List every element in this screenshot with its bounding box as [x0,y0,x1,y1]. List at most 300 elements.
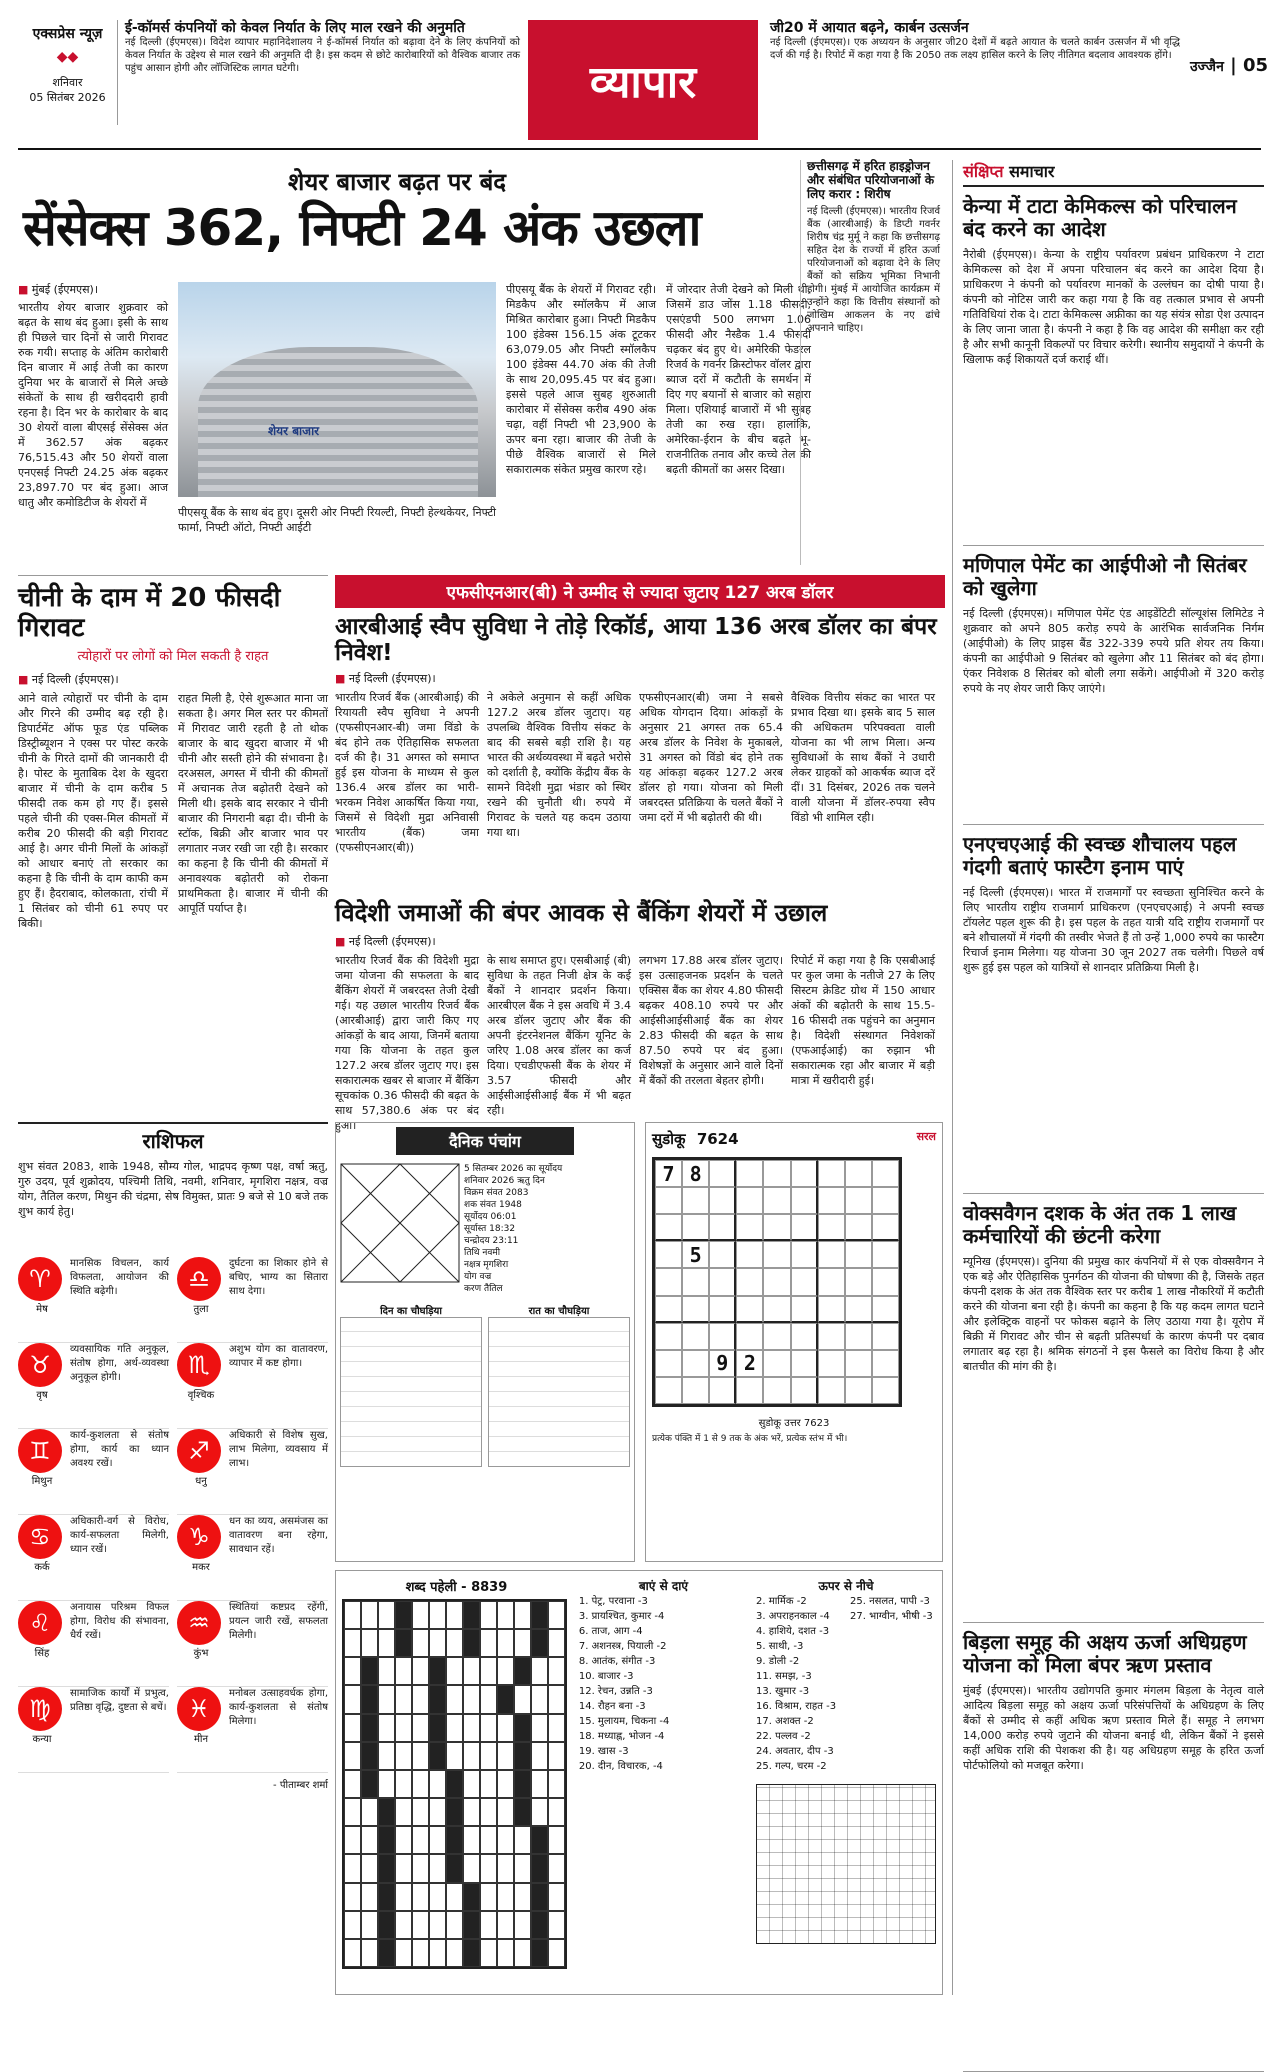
crossword-cell[interactable] [429,1657,446,1685]
sudoku-cell[interactable] [791,1377,818,1404]
crossword-cell[interactable] [531,1883,548,1911]
crossword-cell[interactable] [531,1685,548,1713]
crossword-cell[interactable] [531,1854,548,1882]
panchang-line: शनिवार 2026 ऋतु दिन [464,1176,545,1186]
sudoku-cell[interactable] [682,1268,709,1295]
panchang [335,1122,635,1562]
sudoku-cell[interactable] [655,1350,682,1377]
crossword-cell[interactable] [514,1770,531,1798]
sudoku-cell[interactable] [818,1296,845,1323]
crossword-cell[interactable] [412,1939,429,1967]
rashi-item [177,1343,328,1429]
crossword-cell[interactable] [344,1742,361,1770]
banking-head: विदेशी जमाओं की बंपर आवक से बैंकिंग शेयरों में उछाल [335,899,828,927]
section-title: व्यापार [589,57,697,108]
lead-headline: सेंसेक्स 362, निफ्टी 24 अंक उछला [23,199,701,257]
crossword-cell[interactable] [548,1826,565,1854]
forex-col2: ने अकेले अनुमान से कहीं अधिक 127.2 अरब डॉलर जुटाए। यह उपलब्धि वैश्विक वित्तीय संकट के बाद की सबसे बड़ी राशि है। यह भारत की अर्थव्यवस्था में बढ़ते भरोसे को दर्शाती है, क्योंकि केंद्रीय बैंक के सामने विदेशी मुद्रा भंडार को स्थिर रखने की चुनौती थी। रुपये में गिरावट के चलते यह कदम उठाया गया था। [487,690,631,839]
sudoku-cell[interactable] [872,1268,899,1295]
crossword-cell[interactable] [463,1657,480,1685]
crossword-cell[interactable] [395,1883,412,1911]
sudoku-cell[interactable]: 9 [709,1350,736,1377]
sudoku-cell[interactable] [818,1350,845,1377]
crossword-clue: 24. अवतार, दीप -3 [756,1746,834,1757]
sudoku-cell[interactable] [872,1187,899,1214]
sudoku-cell[interactable] [818,1241,845,1268]
sudoku-cell[interactable]: 5 [682,1241,709,1268]
crossword-cell[interactable] [514,1798,531,1826]
crossword-cell[interactable] [361,1798,378,1826]
crossword-cell[interactable] [412,1742,429,1770]
crossword-cell[interactable] [497,1798,514,1826]
crossword-cell[interactable] [429,1826,446,1854]
crossword-cell[interactable] [446,1601,463,1629]
panchang-line: विक्रम संवत 2083 [464,1188,529,1198]
crossword-cell[interactable] [378,1770,395,1798]
sudoku-cell[interactable] [763,1187,790,1214]
sudoku-cell[interactable] [791,1323,818,1350]
sudoku-cell[interactable] [845,1323,872,1350]
crossword-cell[interactable] [463,1798,480,1826]
sudoku-cell[interactable]: 7 [655,1160,682,1187]
sudoku-cell[interactable] [763,1323,790,1350]
crossword-cell[interactable] [395,1629,412,1657]
crossword-cell[interactable] [480,1770,497,1798]
sudoku-cell[interactable] [709,1377,736,1404]
crossword-cell[interactable] [497,1714,514,1742]
crossword-cell[interactable] [497,1883,514,1911]
sudoku-cell[interactable] [818,1323,845,1350]
sudoku-cell[interactable]: 2 [736,1350,763,1377]
crossword-cell[interactable] [378,1742,395,1770]
crossword-cell[interactable] [531,1939,548,1967]
crossword-cell[interactable] [361,1770,378,1798]
rashifal [18,1122,328,1992]
crossword-cell[interactable] [514,1939,531,1967]
crossword-cell[interactable] [344,1657,361,1685]
sudoku-cell[interactable] [818,1214,845,1241]
crossword-cell[interactable] [429,1685,446,1713]
rashi-name: धनु [195,1476,207,1487]
rashi-item [18,1687,169,1773]
crossword-cell[interactable] [429,1798,446,1826]
sudoku-cell[interactable] [845,1187,872,1214]
crossword-cell[interactable] [361,1714,378,1742]
rashi-grid [18,1257,328,1773]
masthead-left-head: ई-कॉमर्स कंपनियों को केवल निर्यात के लिए माल रखने की अनुमति [125,20,465,36]
sudoku-cell[interactable] [845,1377,872,1404]
masthead-right-body: नई दिल्ली (ईएमएस)। एक अध्ययन के अनुसार जी20 देशों में बढ़ते आयात के चलते कार्बन उत्सर्जन में भी वृद्धि दर्ज की गई है। रिपोर्ट में कहा गया है कि 2050 तक लक्ष्य हासिल करने के लिए नीतिगत बदलाव आवश्यक होंगे। [770,37,1180,62]
city-name: उज्जैन [1190,59,1224,75]
crossword-cell[interactable] [412,1770,429,1798]
crossword-cell[interactable] [344,1911,361,1939]
sudoku-cell[interactable] [845,1160,872,1187]
crossword-cell[interactable] [497,1685,514,1713]
crossword-cell[interactable] [344,1854,361,1882]
sudoku-cell[interactable] [682,1296,709,1323]
sudoku-cell[interactable] [872,1350,899,1377]
crossword-cell[interactable] [412,1657,429,1685]
crossword-cell[interactable] [395,1798,412,1826]
sudoku-cell[interactable] [845,1350,872,1377]
crossword-cell[interactable] [361,1854,378,1882]
crossword-cell[interactable] [378,1685,395,1713]
sudoku-cell[interactable] [736,1323,763,1350]
crossword-cell[interactable] [412,1629,429,1657]
crossword-cell[interactable] [463,1911,480,1939]
sudoku-cell[interactable] [709,1187,736,1214]
crossword-clue: 27. भाग्वीन, भीषी -3 [850,1611,933,1622]
sudoku-cell[interactable]: 8 [682,1160,709,1187]
crossword-cell[interactable] [361,1883,378,1911]
crossword-cell[interactable] [514,1714,531,1742]
crossword-cell[interactable] [497,1629,514,1657]
sudoku-cell[interactable] [682,1323,709,1350]
sudoku-cell[interactable] [655,1214,682,1241]
crossword-cell[interactable] [514,1742,531,1770]
crossword-cell[interactable] [429,1742,446,1770]
crossword-cell[interactable] [480,1911,497,1939]
crossword-cell[interactable] [446,1826,463,1854]
crossword-cell[interactable] [480,1798,497,1826]
crossword-cell[interactable] [446,1657,463,1685]
crossword-cell[interactable] [548,1911,565,1939]
crossword-cell[interactable] [361,1826,378,1854]
sudoku-cell[interactable] [763,1296,790,1323]
lead-kicker: शेयर बाजार बढ़त पर बंद [288,168,507,196]
sidebar-story-body: नई दिल्ली (ईएमएस)। भारत में राजमार्गों पर स्वच्छता सुनिश्चित करने के लिए भारतीय राष्ट्रीय राजमार्ग प्राधिकरण (एनएचएआई) ने अपनी स्वच्छ टॉयलेट पहल शुरू की है। इस पहल के तहत यात्री यदि राष्ट्रीय राजमार्गों पर बने शौचालयों में गंदगी की तस्वीर भेजते हैं तो उन्हें 1,000 रुपये का फास्टैग रिचार्ज इनाम मिलेगा। यह योजना 30 जून 2027 तक चलेगी। पिछले वर्ष शुरू हुई इस पहल को यात्रियों से शानदार प्रतिक्रिया मिली है। [963,886,1264,974]
crossword-cell[interactable] [429,1883,446,1911]
crossword-cell[interactable] [480,1939,497,1967]
crossword-cell[interactable] [378,1601,395,1629]
sudoku-cell[interactable] [845,1241,872,1268]
crossword-cell[interactable] [497,1601,514,1629]
crossword-cell[interactable] [344,1601,361,1629]
sudoku-cell[interactable] [791,1350,818,1377]
crossword-cell[interactable] [480,1826,497,1854]
sidebar-story [963,825,1264,1194]
rashi-text: अनायास परिश्रम विफल होगा, विरोध की संभावना, धैर्य रखें। [70,1602,169,1641]
sudoku-cell[interactable] [655,1377,682,1404]
crossword-cell[interactable] [344,1939,361,1967]
crossword-cell[interactable] [531,1714,548,1742]
sudoku-cell[interactable] [791,1241,818,1268]
crossword-cell[interactable] [378,1714,395,1742]
rashi-name: मीन [193,1734,209,1745]
sudoku-cell[interactable] [791,1214,818,1241]
sudoku-cell[interactable] [655,1296,682,1323]
crossword-cell[interactable] [446,1742,463,1770]
crossword-cell[interactable] [412,1601,429,1629]
crossword-cell[interactable] [395,1854,412,1882]
sudoku-cell[interactable] [655,1241,682,1268]
banking-col4: रिपोर्ट में कहा गया है कि एसबीआई पर कुल जमा के नतीजे 27 के लिए सिस्टम क्रेडिट ग्रोथ में 150 आधार अंकों की बढ़ोतरी के साथ 15.5-16 फीसदी तक पहुंचने का अनुमान है। विदेशी संस्थागत निवेशकों (एफआईआई) का रुझान भी सकारात्मक रहा और बाजार में बड़ी मात्रा में खरीदारी हुई। [791,953,935,1087]
crossword-cell[interactable] [497,1911,514,1939]
crossword-cell[interactable] [548,1742,565,1770]
crossword-cell[interactable] [531,1770,548,1798]
crossword-cell[interactable] [395,1714,412,1742]
crossword-grid[interactable] [342,1599,567,1969]
crossword-cell[interactable] [463,1714,480,1742]
crossword-cell[interactable] [480,1657,497,1685]
crossword-cell[interactable] [378,1657,395,1685]
crossword-cell[interactable] [378,1911,395,1939]
sudoku-cell[interactable] [791,1268,818,1295]
crossword-clue: 3. अपराहनकाल -4 [756,1611,830,1622]
crossword-cell[interactable] [446,1685,463,1713]
crossword-cell[interactable] [514,1911,531,1939]
sudoku-cell[interactable] [682,1214,709,1241]
crossword-cell[interactable] [480,1883,497,1911]
sudoku-cell[interactable] [791,1296,818,1323]
sudoku-cell[interactable] [736,1160,763,1187]
sudoku-cell[interactable] [845,1296,872,1323]
sudoku-cell[interactable] [763,1268,790,1295]
crossword-cell[interactable] [480,1629,497,1657]
masthead-left-brief [125,20,520,125]
sudoku-cell[interactable] [818,1187,845,1214]
sudoku-cell[interactable] [736,1268,763,1295]
sudoku-cell[interactable] [845,1214,872,1241]
crossword-cell[interactable] [463,1770,480,1798]
sudoku-cell[interactable] [736,1377,763,1404]
crossword-cell[interactable] [378,1798,395,1826]
sudoku-cell[interactable] [818,1160,845,1187]
lead-photo-caption: पीएसयू बैंक के साथ बंद हुए। दूसरी ओर निफ्टी रियल्टी, निफ्टी हेल्थकेयर, निफ्टी फार्मा, निफ्टी ऑटो, निफ्टी आईटी [178,506,496,534]
crossword-cell[interactable] [361,1657,378,1685]
sudoku-cell[interactable] [709,1160,736,1187]
crossword-cell[interactable] [497,1939,514,1967]
crossword-cell[interactable] [446,1714,463,1742]
crossword-cell[interactable] [344,1685,361,1713]
crossword-cell[interactable] [395,1742,412,1770]
crossword-cell[interactable] [463,1883,480,1911]
sudoku-cell[interactable] [872,1377,899,1404]
crossword-cell[interactable] [548,1714,565,1742]
sudoku-cell[interactable] [655,1323,682,1350]
crossword-cell[interactable] [480,1742,497,1770]
sudoku-cell[interactable] [872,1214,899,1241]
sudoku-cell[interactable] [818,1268,845,1295]
issue-day: शनिवार [52,76,83,89]
zodiac-icon: ♑ [177,1515,221,1559]
brand-name: एक्सप्रेस न्यूज़ [32,26,103,42]
crossword-cell[interactable] [395,1826,412,1854]
sudoku-cell[interactable] [763,1350,790,1377]
crossword-cell[interactable] [429,1714,446,1742]
crossword-cell[interactable] [395,1601,412,1629]
crossword-cell[interactable] [378,1629,395,1657]
sudoku-cell[interactable] [791,1187,818,1214]
crossword-cell[interactable] [395,1685,412,1713]
crossword-cell[interactable] [412,1911,429,1939]
sudoku-cell[interactable] [682,1350,709,1377]
crossword-cell[interactable] [548,1883,565,1911]
crossword-cell[interactable] [429,1601,446,1629]
crossword-cell[interactable] [497,1657,514,1685]
crossword-cell[interactable] [548,1770,565,1798]
rashi-text: मनोबल उत्साहवर्धक होगा, कार्य-कुशलता से संतोष मिलेगा। [229,1688,328,1727]
crossword-cell[interactable] [463,1685,480,1713]
crossword-cell[interactable] [514,1826,531,1854]
crossword-cell[interactable] [412,1798,429,1826]
crossword-cell[interactable] [548,1601,565,1629]
crossword-cell[interactable] [344,1629,361,1657]
crossword-cell[interactable] [514,1629,531,1657]
rashi-item [177,1257,328,1343]
crossword-cell[interactable] [446,1883,463,1911]
crossword-cell[interactable] [514,1657,531,1685]
sudoku-cell[interactable] [709,1214,736,1241]
crossword-cell[interactable] [378,1854,395,1882]
crossword-cell[interactable] [361,1629,378,1657]
crossword-cell[interactable] [497,1854,514,1882]
crossword-cell[interactable] [361,1601,378,1629]
crossword-cell[interactable] [361,1685,378,1713]
crossword-cell[interactable] [446,1854,463,1882]
sudoku-cell[interactable] [709,1323,736,1350]
sudoku-cell[interactable] [763,1241,790,1268]
crossword-clue: 9. डोली -2 [756,1656,800,1667]
crossword-cell[interactable] [378,1883,395,1911]
crossword-cell[interactable] [497,1826,514,1854]
crossword-cell[interactable] [531,1657,548,1685]
crossword-cell[interactable] [548,1939,565,1967]
rashi-name: मकर [192,1562,210,1573]
crossword-cell[interactable] [378,1939,395,1967]
crossword-cell[interactable] [412,1826,429,1854]
sudoku-grid[interactable] [652,1157,902,1407]
banking-col2: के साथ समाप्त हुए। एसबीआई (बी) सुविधा के तहत निजी क्षेत्र के कई बैंकों ने शानदार प्रदर्शन किया। आरबीएल बैंक ने इस अवधि में 3.4 अरब डॉलर जुटाए और बैंक की अपनी इंटरनेशनल बैंकिंग यूनिट के जरिए 1.08 अरब डॉलर का कर्ज दिया। एचडीएफसी बैंक के शेयर में 3.57 फीसदी और आईसीआईसीआई बैंक में भी बढ़त रही। [487,953,631,1117]
sudoku-cell[interactable] [791,1160,818,1187]
crossword-cell[interactable] [344,1770,361,1798]
crossword-cell[interactable] [531,1826,548,1854]
crossword-cell[interactable] [429,1770,446,1798]
sidebar-items [963,187,1264,2072]
crossword-cell[interactable] [463,1939,480,1967]
crossword-cell[interactable] [463,1854,480,1882]
crossword-cell[interactable] [446,1939,463,1967]
crossword-cell[interactable] [480,1714,497,1742]
crossword-cell[interactable] [463,1742,480,1770]
crossword-cell[interactable] [548,1854,565,1882]
sudoku-cell[interactable] [682,1377,709,1404]
crossword-cell[interactable] [395,1657,412,1685]
crossword-cell[interactable] [429,1939,446,1967]
sudoku-cell[interactable] [655,1268,682,1295]
crossword-cell[interactable] [531,1742,548,1770]
rashi-name: सिंह [34,1648,50,1659]
crossword-cell[interactable] [344,1798,361,1826]
hydrogen-body: नई दिल्ली (ईएमएस)। भारतीय रिजर्व बैंक (आरबीआई) के डिप्टी गवर्नर शिरीष चंद्र मुर्मू ने कहा कि छत्तीसगढ़ सहित देश के राज्यों में हरित ऊर्जा परियोजनाओं को बढ़ावा देने के लिए बैंकों को सक्रिय भूमिका निभानी होगी। मुंबई में आयोजित कार्यक्रम में उन्होंने कहा कि वित्तीय संस्थानों को जोखिम आकलन के नए ढांचे अपनाने चाहिए। [807,206,940,335]
rashi-text: मानसिक विचलन, कार्य विफलता, आयोजन की स्थिति बढ़ेगी। [70,1258,169,1297]
sudoku-cell[interactable] [709,1268,736,1295]
crossword-cell[interactable] [514,1854,531,1882]
crossword-cell[interactable] [463,1826,480,1854]
crossword-cell[interactable] [361,1939,378,1967]
sudoku-cell[interactable] [655,1187,682,1214]
crossword-cell[interactable] [429,1629,446,1657]
crossword-cell[interactable] [480,1854,497,1882]
crossword-cell[interactable] [531,1601,548,1629]
crossword-cell[interactable] [446,1770,463,1798]
crossword-cell[interactable] [412,1883,429,1911]
sudoku-cell[interactable] [872,1241,899,1268]
crossword-cell[interactable] [548,1629,565,1657]
crossword-cell[interactable] [412,1854,429,1882]
forex-bar: एफसीएनआर(बी) ने उम्मीद से ज्यादा जुटाए 127 अरब डॉलर [335,575,945,608]
panchang-line: सूर्यास्त 18:32 [464,1224,516,1234]
crossword-cell[interactable] [480,1685,497,1713]
crossword-cell[interactable] [395,1770,412,1798]
sudoku-cell[interactable] [845,1268,872,1295]
crossword-cell[interactable] [548,1798,565,1826]
crossword-cell[interactable] [514,1883,531,1911]
sudoku-cell[interactable] [736,1241,763,1268]
crossword-cell[interactable] [480,1601,497,1629]
crossword-clue: 13. खुमार -3 [756,1686,810,1697]
crossword-cell[interactable] [446,1629,463,1657]
sudoku-cell[interactable] [872,1296,899,1323]
crossword-cell[interactable] [514,1601,531,1629]
crossword-cell[interactable] [463,1629,480,1657]
sidebar-story-head: मणिपाल पेमेंट का आईपीओ नौ सितंबर को खुलेगा [963,553,1247,600]
crossword-cell[interactable] [548,1657,565,1685]
kundli-chart [340,1163,460,1283]
sudoku-cell[interactable] [736,1187,763,1214]
crossword-cell[interactable] [412,1685,429,1713]
crossword-cell[interactable] [514,1685,531,1713]
sudoku-cell[interactable] [709,1296,736,1323]
crossword-cell[interactable] [497,1742,514,1770]
crossword-cell[interactable] [412,1714,429,1742]
crossword-cell[interactable] [446,1911,463,1939]
crossword-cell[interactable] [344,1883,361,1911]
crossword-cell[interactable] [361,1742,378,1770]
sidebar-story-head: वोक्सवैगन दशक के अंत तक 1 लाख कर्मचारियों की छंटनी करेगा [963,1201,1237,1248]
crossword-cell[interactable] [531,1911,548,1939]
crossword-cell[interactable] [497,1770,514,1798]
crossword-cell[interactable] [548,1685,565,1713]
crossword-cell[interactable] [395,1911,412,1939]
crossword-cell[interactable] [378,1826,395,1854]
crossword-clue: 5. साथी, -3 [756,1641,804,1652]
crossword-cell[interactable] [463,1601,480,1629]
crossword-cell[interactable] [429,1854,446,1882]
crossword-cell[interactable] [531,1798,548,1826]
sudoku-cell[interactable] [872,1323,899,1350]
sudoku-cell[interactable] [736,1214,763,1241]
sudoku-cell[interactable] [736,1296,763,1323]
sudoku-cell[interactable] [763,1160,790,1187]
panchang-line: सूर्योदय 06:01 [464,1212,517,1222]
crossword-cell[interactable] [344,1826,361,1854]
sudoku-cell[interactable] [682,1187,709,1214]
crossword-cell[interactable] [395,1939,412,1967]
sudoku-cell[interactable] [763,1377,790,1404]
crossword-cell[interactable] [361,1911,378,1939]
sudoku-cell[interactable] [709,1241,736,1268]
panchang-line: करण तैतिल [464,1284,503,1294]
crossword-cell[interactable] [531,1629,548,1657]
sudoku-cell[interactable] [763,1214,790,1241]
crossword-cell[interactable] [446,1798,463,1826]
sudoku-cell[interactable] [818,1377,845,1404]
forex-col4: वैश्विक वित्तीय संकट का भारत पर प्रभाव दिखा था। इसके बाद 5 साल की अधिकतम परिपक्वता वाली योजना का भी लाभ मिला। अन्य सुविधाओं के साथ बैंकों ने उधारी लेकर ग्राहकों को आकर्षक ब्याज दरें दीं। 31 दिसंबर, 2026 तक चलने वाली योजना में डॉलर-रुपया स्वैप विंडो भी शामिल रही। [791,690,935,824]
crossword-cell[interactable] [429,1911,446,1939]
crossword-cell[interactable] [344,1714,361,1742]
sudoku-cell[interactable] [872,1160,899,1187]
